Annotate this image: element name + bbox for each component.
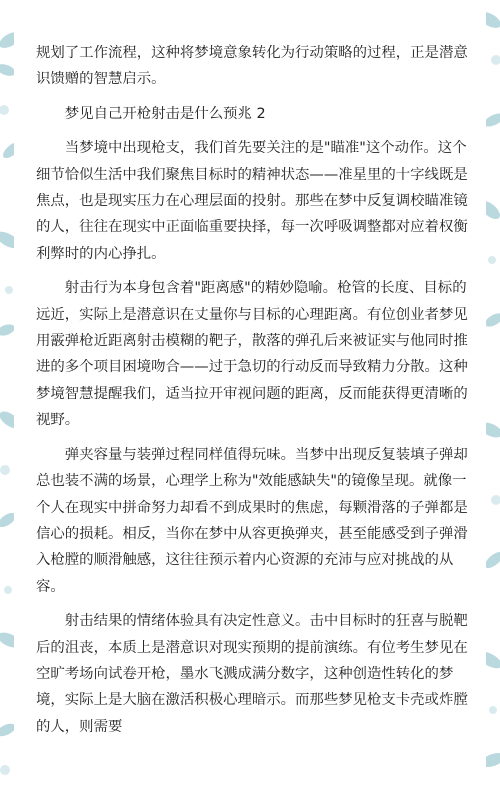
intro-paragraph: 规划了工作流程，这种将梦境意象转化为行动策略的过程，正是潜意识馈赠的智慧启示。 xyxy=(36,45,468,88)
document-page xyxy=(14,0,486,794)
paragraph-result: 射击结果的情绪体验具有决定性意义。击中目标时的狂喜与脱靶后的沮丧，本质上是潜意识对现实预期的提前演练。有位考生梦见在空旷考场向试卷开枪，墨水飞溅成满分数字，这种创造性转化的梦境，实际上是大脑在激活积极心理暗示。而那些梦见枪支卡壳或炸膛的人，则需要 xyxy=(36,613,468,735)
article-body xyxy=(36,40,476,748)
paragraph-magazine: 弹夹容量与装弹过程同样值得玩味。当梦中出现反复装填子弹却总也装不满的场景，心理学上称为"效能感缺失"的镜像呈现。就像一个人在现实中拼命努力却看不到成果时的焦虑，每颗滑落的子弹都是信心的损耗。相反，当你在梦中从容更换弹夹，甚至能感受到子弹滑入枪膛的顺滑触感，这往往预示着内心资源的充沛与应对挑战的从容。 xyxy=(36,446,468,595)
paragraph-aiming: 当梦境中出现枪支，我们首先要关注的是"瞄准"这个动作。这个细节恰似生活中我们聚焦目标时的精神状态——准星里的十字线既是焦点，也是现实压力在心理层面的投射。那些在梦中反复调校瞄准镜的人，往往在现实中正面临重要抉择，每一次呼吸调整都对应着权衡利弊时的内心挣扎。 xyxy=(36,140,468,262)
paragraph-distance: 射击行为本身包含着"距离感"的精妙隐喻。枪管的长度、目标的远近，实际上是潜意识在丈量你与目标的心理距离。有位创业者梦见用霰弹枪近距离射击模糊的靶子，散落的弹孔后来被证实与他同时推进的多个项目困境吻合——过于急切的行动反而导致精力分散。这种梦境智慧提醒我们，适当拉开审视问题的距离，反而能获得更清晰的视野。 xyxy=(36,280,468,429)
section-title: 梦见自己开枪射击是什么预兆 2 xyxy=(64,105,266,122)
